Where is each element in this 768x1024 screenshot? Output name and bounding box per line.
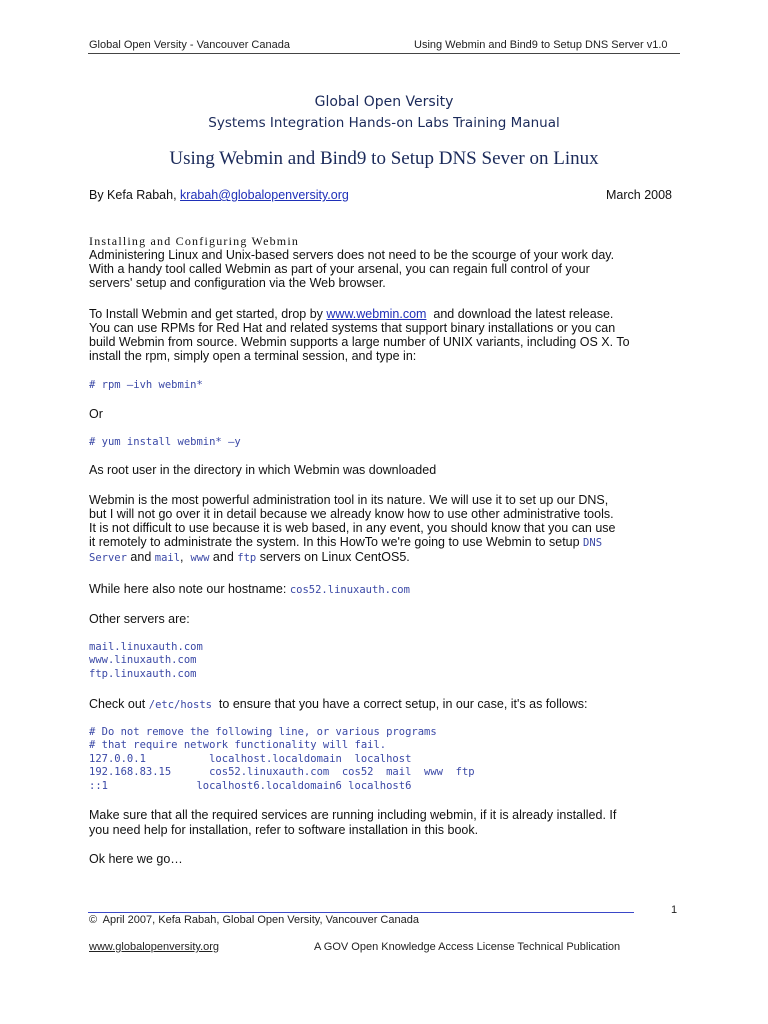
paragraph-line: It is not difficult to use because it is web based, in any event, you should know that you can use [89, 521, 616, 535]
other-servers-label: Other servers are: [89, 612, 190, 626]
paragraph-line: Webmin is the most powerful administration tool in its nature. We will use it to set up our DNS, [89, 493, 609, 507]
hosts-line: # Do not remove the following line, or various programs [89, 726, 437, 738]
code-hostname: cos52.linuxauth.com [289, 584, 410, 596]
org-name: Global Open Versity [314, 94, 454, 110]
manual-title: Systems Integration Hands-on Labs Training Manual [208, 115, 560, 131]
server-name: www.linuxauth.com [89, 654, 197, 666]
code-ftp: ftp [237, 552, 257, 564]
code-server: Server [89, 552, 127, 564]
paragraph-line: Ok here we go… [89, 852, 183, 866]
paragraph-line: To Install Webmin and get started, drop by www.webmin.com and download the latest release. [89, 307, 614, 321]
hosts-line: 127.0.0.1 localhost.localdomain localhost [89, 753, 412, 765]
paragraph-line: You can use RPMs for Red Hat and related systems that support binary installations or you can [89, 321, 616, 335]
paragraph-line: Server and mail, www and ftp servers on Linux CentOS5. [89, 550, 410, 564]
code-dns: DNS [583, 537, 603, 549]
author-email-link[interactable]: krabah@globalopenversity.org [180, 188, 349, 202]
footer-rule [88, 912, 634, 913]
author: By Kefa Rabah, [89, 188, 181, 202]
command-rpm: # rpm –ivh webmin* [89, 379, 203, 391]
paragraph-line: With a handy tool called Webmin as part of your arsenal, you can regain full control of your [89, 262, 590, 276]
paragraph-line: you need help for installation, refer to software installation in this book. [89, 823, 479, 837]
server-name: mail.linuxauth.com [89, 641, 203, 653]
byline [89, 188, 349, 203]
section-heading: Installing and Configuring Webmin [89, 234, 300, 248]
server-name: ftp.linuxauth.com [89, 668, 197, 680]
hosts-line: ::1 localhost6.localdomain6 localhost6 [89, 780, 412, 792]
hostname-line: While here also note our hostname: cos52.linuxauth.com [89, 582, 410, 596]
code-etc-hosts: /etc/hosts [148, 699, 212, 711]
paragraph-line: servers' setup and configuration via the Web browser. [89, 276, 386, 290]
command-yum: # yum install webmin* –y [89, 436, 241, 448]
webmin-link[interactable]: www.webmin.com [326, 307, 427, 321]
page-title: Using Webmin and Bind9 to Setup DNS Sever on Linux [169, 148, 599, 169]
publish-date: March 2008 [606, 188, 673, 202]
code-www: www [190, 552, 210, 564]
paragraph-line: build Webmin from source. Webmin supports a large number of UNIX variants, including OS X. To [89, 335, 630, 349]
or-label: Or [89, 407, 103, 421]
hosts-line: # that require network functionality will fail. [89, 739, 387, 751]
header-right: Using Webmin and Bind9 to Setup DNS Server v1.0 [414, 39, 668, 51]
site-link[interactable]: www.globalopenversity.org [89, 941, 220, 953]
paragraph-line: As root user in the directory in which Webmin was downloaded [89, 463, 437, 477]
hosts-line: 192.168.83.15 cos52.linuxauth.com cos52 mail www ftp [89, 766, 475, 778]
paragraph-line: it remotely to administrate the system. In this HowTo we're going to use Webmin to setup DNS [89, 535, 603, 549]
license-text: A GOV Open Knowledge Access License Technical Publication [314, 941, 621, 953]
code-mail: mail [154, 552, 181, 564]
page-number: 1 [671, 904, 678, 916]
paragraph-line: Make sure that all the required services are running including webmin, if it is already installed. If [89, 808, 617, 822]
paragraph-line: install the rpm, simply open a terminal session, and type in: [89, 349, 417, 363]
paragraph-line: Administering Linux and Unix-based servers does not need to be the scourge of your work day. [89, 248, 615, 262]
checkout-line: Check out /etc/hosts to ensure that you have a correct setup, in our case, it's as follows: [89, 697, 588, 711]
copyright: © April 2007, Kefa Rabah, Global Open Versity, Vancouver Canada [89, 914, 419, 926]
header-left: Global Open Versity - Vancouver Canada [89, 39, 290, 51]
header-rule [88, 53, 680, 54]
paragraph-line: but I will not go over it in detail because we already know how to use other administrative tools. [89, 507, 614, 521]
